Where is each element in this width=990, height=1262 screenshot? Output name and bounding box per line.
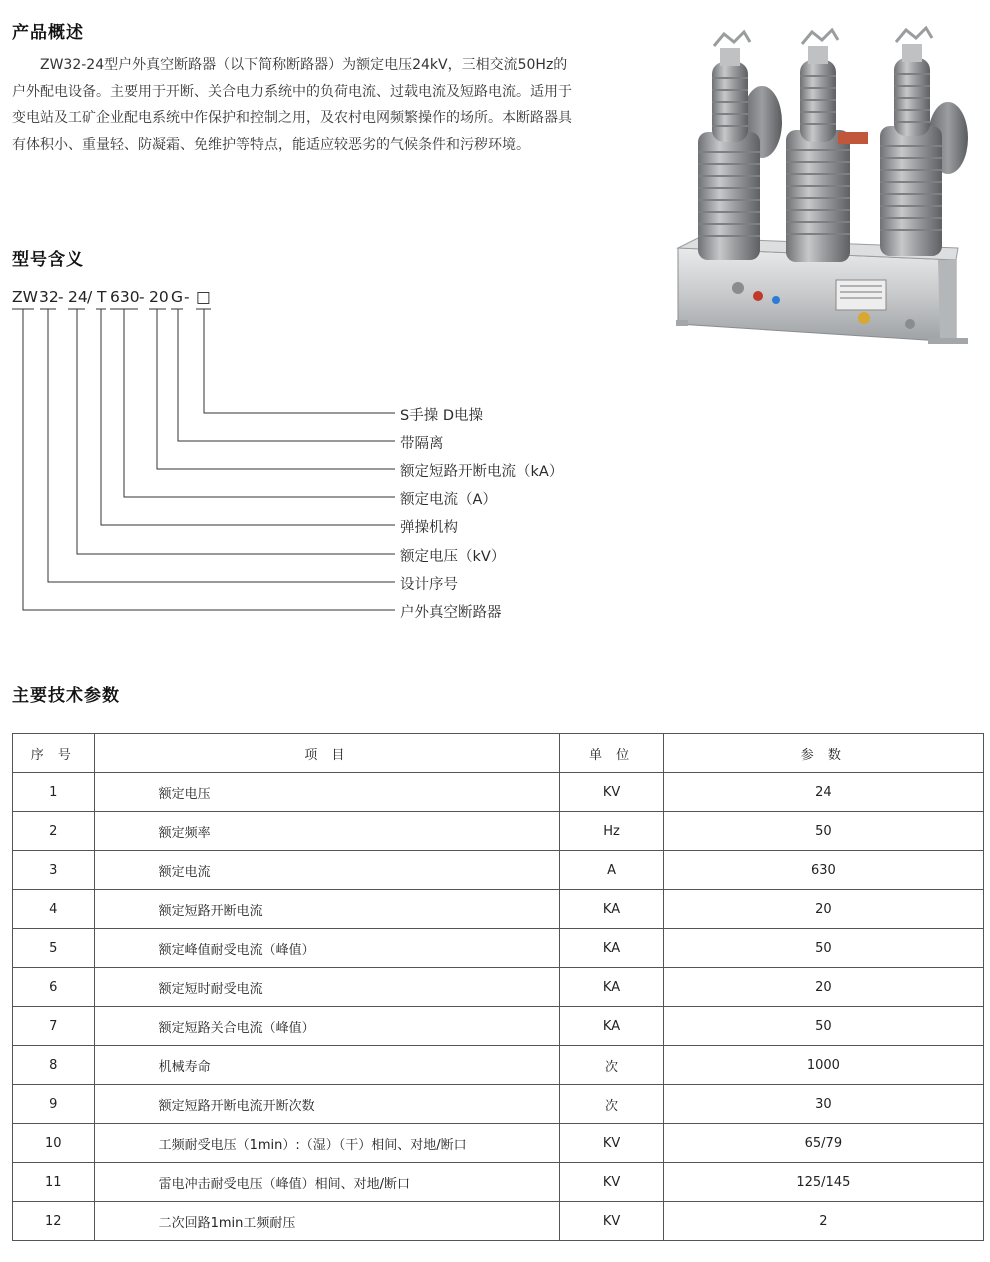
row-serial: 4 [13,890,95,929]
params-table [12,733,984,1241]
table-row [13,929,984,968]
row-unit: A [560,851,663,890]
model-seg-zw: ZW [12,288,38,306]
meaning-isolation: 带隔离 [400,436,444,452]
row-value: 50 [663,929,983,968]
row-unit: 次 [560,1085,663,1124]
header-unit: 单 位 [560,734,663,773]
row-serial: 10 [13,1124,95,1163]
row-item: 额定短时耐受电流 [94,968,560,1007]
header-item: 项 目 [94,734,560,773]
model-seg-isolation: G [171,288,184,306]
row-value: 50 [663,812,983,851]
row-unit: 次 [560,1046,663,1085]
header-serial: 序 号 [13,734,95,773]
row-unit: KA [560,929,663,968]
meaning-rated-current: 额定电流（A） [400,492,497,508]
row-item: 额定短路关合电流（峰值） [94,1007,560,1046]
row-item: 工频耐受电压（1min）:（湿）（干）相间、对地/断口 [94,1124,560,1163]
row-unit: KV [560,1163,663,1202]
table-row [13,1046,984,1085]
model-seg-series: 32 [39,288,59,306]
table-row [13,1202,984,1241]
table-row [13,773,984,812]
row-unit: KV [560,773,663,812]
row-serial: 5 [13,929,95,968]
row-item: 额定电压 [94,773,560,812]
row-serial: 6 [13,968,95,1007]
row-value: 30 [663,1085,983,1124]
model-seg-breaking: 20 [149,288,169,306]
row-serial: 1 [13,773,95,812]
model-seg-voltage: 24 [68,288,88,306]
row-item: 额定峰值耐受电流（峰值） [94,929,560,968]
row-item: 额定电流 [94,851,560,890]
row-value: 125/145 [663,1163,983,1202]
table-row [13,851,984,890]
row-unit: KV [560,1202,663,1241]
table-row [13,1007,984,1046]
table-row [13,890,984,929]
row-unit: Hz [560,812,663,851]
row-value: 50 [663,1007,983,1046]
table-header-row [13,734,984,773]
model-seg-current: 630 [110,288,140,306]
row-serial: 9 [13,1085,95,1124]
row-value: 2 [663,1202,983,1241]
row-item: 二次回路1min工频耐压 [94,1202,560,1241]
params-heading: 主要技术参数 [12,686,120,706]
meaning-rated-voltage: 额定电压（kV） [400,549,506,565]
row-unit: KV [560,1124,663,1163]
row-unit: KA [560,890,663,929]
meaning-product-type: 户外真空断路器 [400,605,502,621]
row-serial: 3 [13,851,95,890]
table-row [13,1163,984,1202]
model-seg-dash-2: - [139,288,145,306]
model-seg-mechanism: T [97,288,107,306]
row-serial: 7 [13,1007,95,1046]
row-unit: KA [560,1007,663,1046]
row-value: 65/79 [663,1124,983,1163]
row-serial: 8 [13,1046,95,1085]
row-value: 20 [663,968,983,1007]
row-item: 机械寿命 [94,1046,560,1085]
row-serial: 12 [13,1202,95,1241]
overview-heading: 产品概述 [12,23,84,43]
table-row [13,968,984,1007]
row-item: 雷电冲击耐受电压（峰值）相间、对地/断口 [94,1163,560,1202]
meaning-breaking-current: 额定短路开断电流（kA） [400,464,564,480]
model-seg-dash-3: - [184,288,190,306]
row-item: 额定频率 [94,812,560,851]
table-row [13,812,984,851]
row-serial: 11 [13,1163,95,1202]
meaning-mechanism: 弹操机构 [400,520,458,536]
table-row [13,1124,984,1163]
row-value: 20 [663,890,983,929]
overview-text: ZW32-24型户外真空断路器（以下简称断路器）为额定电压24kV，三相交流50Hz的户外配电设备。主要用于开断、关合电力系统中的负荷电流、过载电流及短路电流。适用于变电站及工矿企业配电系统中作保护和控制之用，及农村电网频繁操作的场所。本断路器具有体积小、重量轻、防凝霜、免维护等特点，能适应较恶劣的气候条件和污秽环境。 [12,57,572,153]
row-item: 额定短路开断电流开断次数 [94,1085,560,1124]
meaning-operation: S手操 D电操 [400,408,483,424]
model-seg-slash: / [87,288,93,306]
table-row [13,1085,984,1124]
model-seg-dash-1: - [58,288,64,306]
row-value: 1000 [663,1046,983,1085]
row-unit: KA [560,968,663,1007]
header-value: 参 数 [663,734,983,773]
row-item: 额定短路开断电流 [94,890,560,929]
row-value: 24 [663,773,983,812]
model-seg-operation: □ [196,288,211,306]
row-serial: 2 [13,812,95,851]
meaning-design-serial: 设计序号 [400,577,458,593]
row-value: 630 [663,851,983,890]
model-heading: 型号含义 [12,250,84,270]
